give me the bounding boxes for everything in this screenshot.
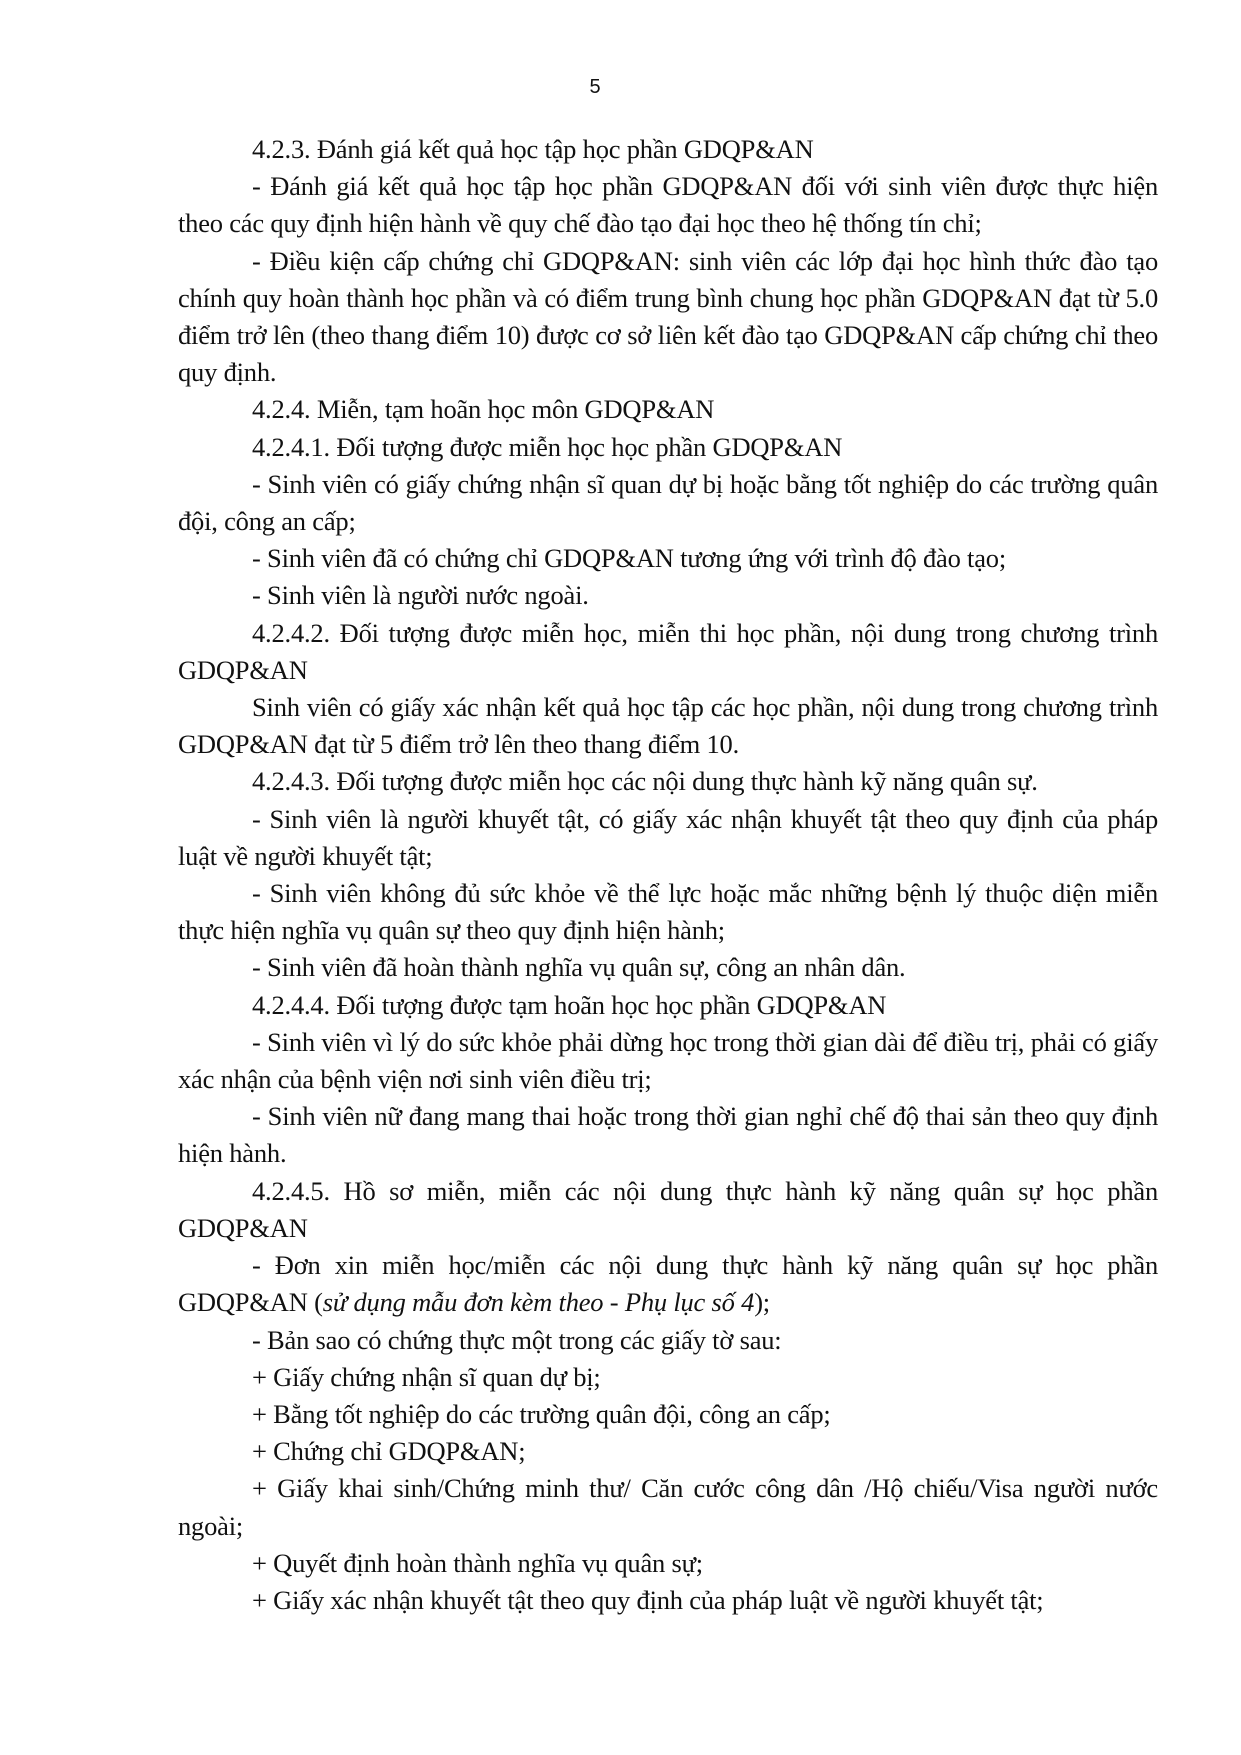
sub-list-item: + Bằng tốt nghiệp do các trường quân đội, công an cấp; (252, 1398, 831, 1429)
heading-4-2-4-4: 4.2.4.4. Đối tượng được tạm hoãn học học phần GDQP&AN (252, 989, 887, 1020)
list-item: - Sinh viên là người khuyết tật, có giấy xác nhận khuyết tật theo quy định của pháp luật về người khuyết tật; (178, 803, 1158, 871)
heading-4-2-4-1: 4.2.4.1. Đối tượng được miễn học học phần GDQP&AN (252, 431, 843, 462)
paragraph-certificate-condition: - Điều kiện cấp chứng chỉ GDQP&AN: sinh viên các lớp đại học hình thức đào tạo chính quy hoàn thành học phần và có điểm trung bình chung học phần GDQP&AN đạt từ 5.0 điểm trở lên (theo thang điểm 10) được cơ sở liên kết đào tạo GDQP&AN cấp chứng chỉ theo quy định. (178, 245, 1158, 388)
heading-4-2-4: 4.2.4. Miễn, tạm hoãn học môn GDQP&AN (252, 394, 715, 425)
paragraph-exemption-results: Sinh viên có giấy xác nhận kết quả học tập các học phần, nội dung trong chương trình GDQP&AN đạt từ 5 điểm trở lên theo thang điểm 10. (178, 692, 1158, 760)
heading-4-2-3: 4.2.3. Đánh giá kết quả học tập học phần GDQP&AN (252, 134, 814, 164)
sub-list-item: + Chứng chỉ GDQP&AN; (252, 1436, 526, 1467)
application-form-suffix: ); (754, 1287, 770, 1318)
document-body (178, 131, 1158, 1619)
list-item: - Sinh viên là người nước ngoài. (252, 580, 589, 611)
list-item: - Sinh viên đã hoàn thành nghĩa vụ quân sự, công an nhân dân. (252, 952, 906, 983)
list-item: - Sinh viên không đủ sức khỏe về thể lực hoặc mắc những bệnh lý thuộc diện miễn thực hiện nghĩa vụ quân sự theo quy định hiện hành; (178, 878, 1158, 946)
list-item: - Sinh viên nữ đang mang thai hoặc trong thời gian nghỉ chế độ thai sản theo quy định hiện hành. (178, 1101, 1158, 1169)
application-form-text: - Đơn xin miễn học/miễn các nội dung thực hành kỹ năng quân sự học phần GDQP&AN ( (178, 1250, 1158, 1318)
list-item: - Sinh viên đã có chứng chỉ GDQP&AN tương ứng với trình độ đào tạo; (252, 543, 1006, 574)
sub-list-item: + Giấy khai sinh/Chứng minh thư/ Căn cước công dân /Hộ chiếu/Visa người nước ngoài; (178, 1473, 1158, 1541)
page-number: 5 (589, 76, 601, 98)
list-item: - Sinh viên có giấy chứng nhận sĩ quan dự bị hoặc bằng tốt nghiệp do các trường quân đội, công an cấp; (178, 468, 1158, 537)
paragraph-assessment: - Đánh giá kết quả học tập học phần GDQP&AN đối với sinh viên được thực hiện theo các quy định hiện hành về quy chế đào tạo đại học theo hệ thống tín chỉ; (178, 171, 1158, 239)
sub-list-item: + Giấy xác nhận khuyết tật theo quy định của pháp luật về người khuyết tật; (252, 1584, 1044, 1615)
sub-list-item: + Quyết định hoàn thành nghĩa vụ quân sự; (252, 1547, 703, 1578)
heading-4-2-4-2: 4.2.4.2. Đối tượng được miễn học, miễn thi học phần, nội dung trong chương trình GDQP&AN (178, 617, 1158, 685)
sub-list-item: + Giấy chứng nhận sĩ quan dự bị; (252, 1361, 601, 1392)
list-item: - Bản sao có chứng thực một trong các giấy tờ sau: (252, 1324, 782, 1355)
appendix-reference: sử dụng mẫu đơn kèm theo - Phụ lục số 4 (322, 1287, 755, 1318)
list-item-application-form (178, 1247, 1158, 1321)
heading-4-2-4-5: 4.2.4.5. Hồ sơ miễn, miễn các nội dung thực hành kỹ năng quân sự học phần GDQP&AN (178, 1175, 1158, 1243)
list-item: - Sinh viên vì lý do sức khỏe phải dừng học trong thời gian dài để điều trị, phải có giấy xác nhận của bệnh viện nơi sinh viên điều trị; (178, 1026, 1158, 1095)
heading-4-2-4-3: 4.2.4.3. Đối tượng được miễn học các nội dung thực hành kỹ năng quân sự. (252, 766, 1038, 797)
